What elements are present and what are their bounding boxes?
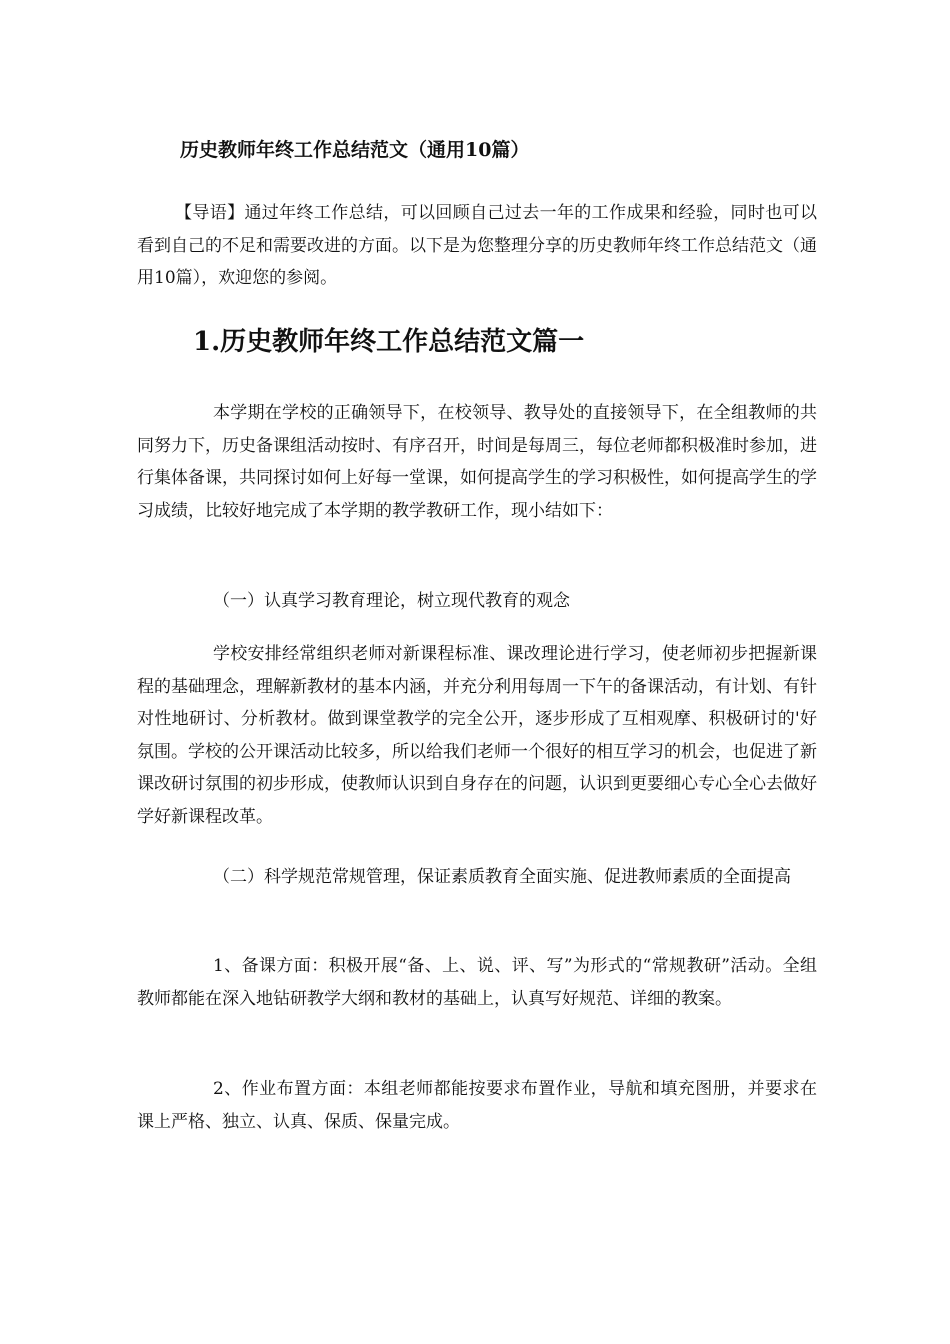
body-paragraph-3: 1、备课方面：积极开展“备、上、说、评、写”为形式的“常规教研”活动。全组教师都能在深入地钻研教学大纲和教材的基础上，认真写好规范、详细的教案。 [137, 956, 817, 1009]
subheading-2: （二）科学规范常规管理，保证素质教育全面实施、促进教师素质的全面提高 [213, 867, 791, 887]
intro-paragraph: 【导语】通过年终工作总结，可以回顾自己过去一年的工作成果和经验，同时也可以看到自己的不足和需要改进的方面。以下是为您整理分享的历史教师年终工作总结范文（通用10篇），欢迎您的参阅。 [137, 203, 817, 288]
subheading-1: （一）认真学习教育理论，树立现代教育的观念 [213, 591, 570, 611]
body-paragraph-4: 2、作业布置方面：本组老师都能按要求布置作业，导航和填充图册，并要求在课上严格、独立、认真、保质、保量完成。 [137, 1079, 817, 1132]
body-paragraph-2: 学校安排经常组织老师对新课程标准、课改理论进行学习，使老师初步把握新课程的基础理念，理解新教材的基本内涵，并充分利用每周一下午的备课活动，有计划、有针对性地研讨、分析教材。做到课堂教学的完全公开，逐步形成了互相观摩、积极研讨的'好氛围。学校的公开课活动比较多，所以给我们老师一个很好的相互学习的机会，也促进了新课改研讨氛围的初步形成，使教师认识到自身存在的问题，认识到更要细心专心全心去做好学好新课程改革。 [137, 644, 817, 827]
section-heading: 1.历史教师年终工作总结范文篇一 [193, 327, 585, 357]
document-title: 历史教师年终工作总结范文（通用10篇） [180, 139, 530, 161]
body-paragraph-1: 本学期在学校的正确领导下，在校领导、教导处的直接领导下，在全组教师的共同努力下，历史备课组活动按时、有序召开，时间是每周三，每位老师都积极准时参加，进行集体备课，共同探讨如何上好每一堂课，如何提高学生的学习积极性，如何提高学生的学习成绩，比较好地完成了本学期的教学教研工作，现小结如下： [137, 403, 817, 521]
